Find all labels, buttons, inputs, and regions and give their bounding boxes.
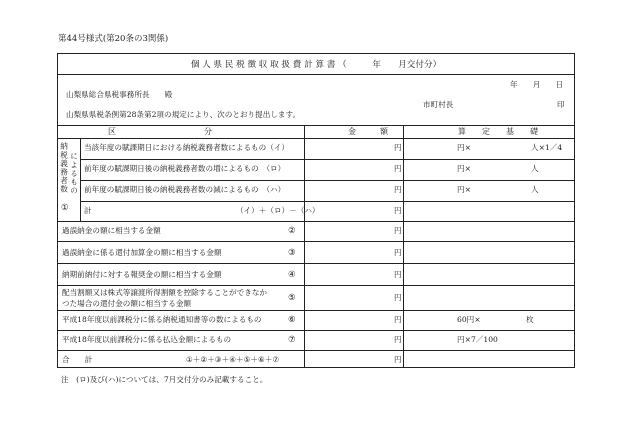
row-subtotal-unit: 円	[394, 206, 402, 215]
header-basis: 算 定 基 礎	[458, 127, 538, 136]
date-line: 年 月 日	[510, 80, 564, 89]
row-7-number: ⑦	[288, 335, 296, 345]
form-number: 第44号様式(第20条の3関係)	[58, 34, 169, 44]
row-7-basis-left: 円×7／100	[457, 335, 498, 344]
row-4-label: 納期前納付に対する報奨金の額に相当する金額	[62, 270, 222, 279]
footnote: 注 (ロ)及び(ハ)については、7月交付分のみ記載すること。	[61, 375, 268, 384]
row-3-label: 過誤納金に係る還付加算金の額に相当する金額	[62, 248, 222, 257]
row-ha-label: 前年度の賦課期日後の納税義務者数の減によるもの （ハ）	[84, 185, 286, 194]
group-number: ①	[61, 203, 69, 213]
row-5-label-line1: 配当割額又は株式等譲渡所得割額を控除することができなか	[62, 288, 268, 297]
row-6-basis-right: 枚	[526, 315, 534, 324]
group-label-side: によるもの	[69, 152, 79, 195]
seal-mark: 印	[557, 100, 565, 109]
row-i-unit: 円	[394, 143, 402, 152]
row-6-basis-left: 60円×	[457, 315, 481, 324]
row-i-basis-left: 円×	[457, 143, 471, 152]
row-i-label: 当該年度の賦課期日における納税義務者数によるもの（イ）	[84, 143, 290, 152]
total-formula: ①＋②＋③＋④＋⑤＋⑥＋⑦	[186, 355, 280, 364]
row-ro-basis-left: 円×	[457, 164, 471, 173]
group-label-taxpayers: 納税義務者数	[59, 142, 69, 194]
statement: 山梨県県税条例第28条第2項の規定により、次のとおり提出します。	[66, 110, 301, 119]
row-4-number: ④	[288, 270, 296, 280]
row-subtotal-formula: （イ）＋（ロ）－（ハ）	[236, 206, 320, 215]
row-subtotal-label: 計	[84, 206, 92, 215]
row-ro-unit: 円	[394, 164, 402, 173]
header-kubun: 区 分	[108, 127, 212, 136]
row-6-number: ⑥	[288, 315, 296, 325]
row-i-basis-right: 人×1／4	[531, 143, 563, 152]
row-3-unit: 円	[394, 248, 402, 257]
addressee: 山梨県総合県税事務所長 殿	[66, 90, 173, 99]
header-amount: 金 額	[348, 127, 388, 136]
total-unit: 円	[394, 355, 402, 364]
row-2-number: ②	[288, 226, 296, 236]
row-7-unit: 円	[394, 335, 402, 344]
total-label: 合 計	[62, 355, 93, 364]
row-5-unit: 円	[394, 293, 402, 302]
row-6-unit: 円	[394, 315, 402, 324]
calculation-form	[57, 53, 575, 368]
row-ha-basis-right: 人	[531, 185, 539, 194]
row-ro-basis-right: 人	[531, 164, 539, 173]
row-ha-basis-left: 円×	[457, 185, 471, 194]
row-6-label: 平成18年度以前課税分に係る納税通知書等の数によるもの	[62, 315, 262, 324]
form-title: 個 人 県 民 税 徴 収 取 扱 費 計 算 書 （ 年 月交付分）	[190, 60, 442, 70]
row-ro-label: 前年度の賦課期日後の納税義務者数の増によるもの （ロ）	[84, 164, 286, 173]
row-5-number: ⑤	[288, 293, 296, 303]
row-3-number: ③	[288, 248, 296, 258]
signer-label: 市町村長	[423, 100, 454, 109]
row-4-unit: 円	[394, 270, 402, 279]
row-2-unit: 円	[394, 226, 402, 235]
row-2-label: 過誤納金の額に相当する金額	[62, 226, 161, 235]
row-5-label-line2: つた場合の還付金の額に相当する金額	[62, 299, 192, 308]
row-7-label: 平成18年度以前課税分に係る払込金額によるもの	[62, 335, 232, 344]
row-ha-unit: 円	[394, 185, 402, 194]
